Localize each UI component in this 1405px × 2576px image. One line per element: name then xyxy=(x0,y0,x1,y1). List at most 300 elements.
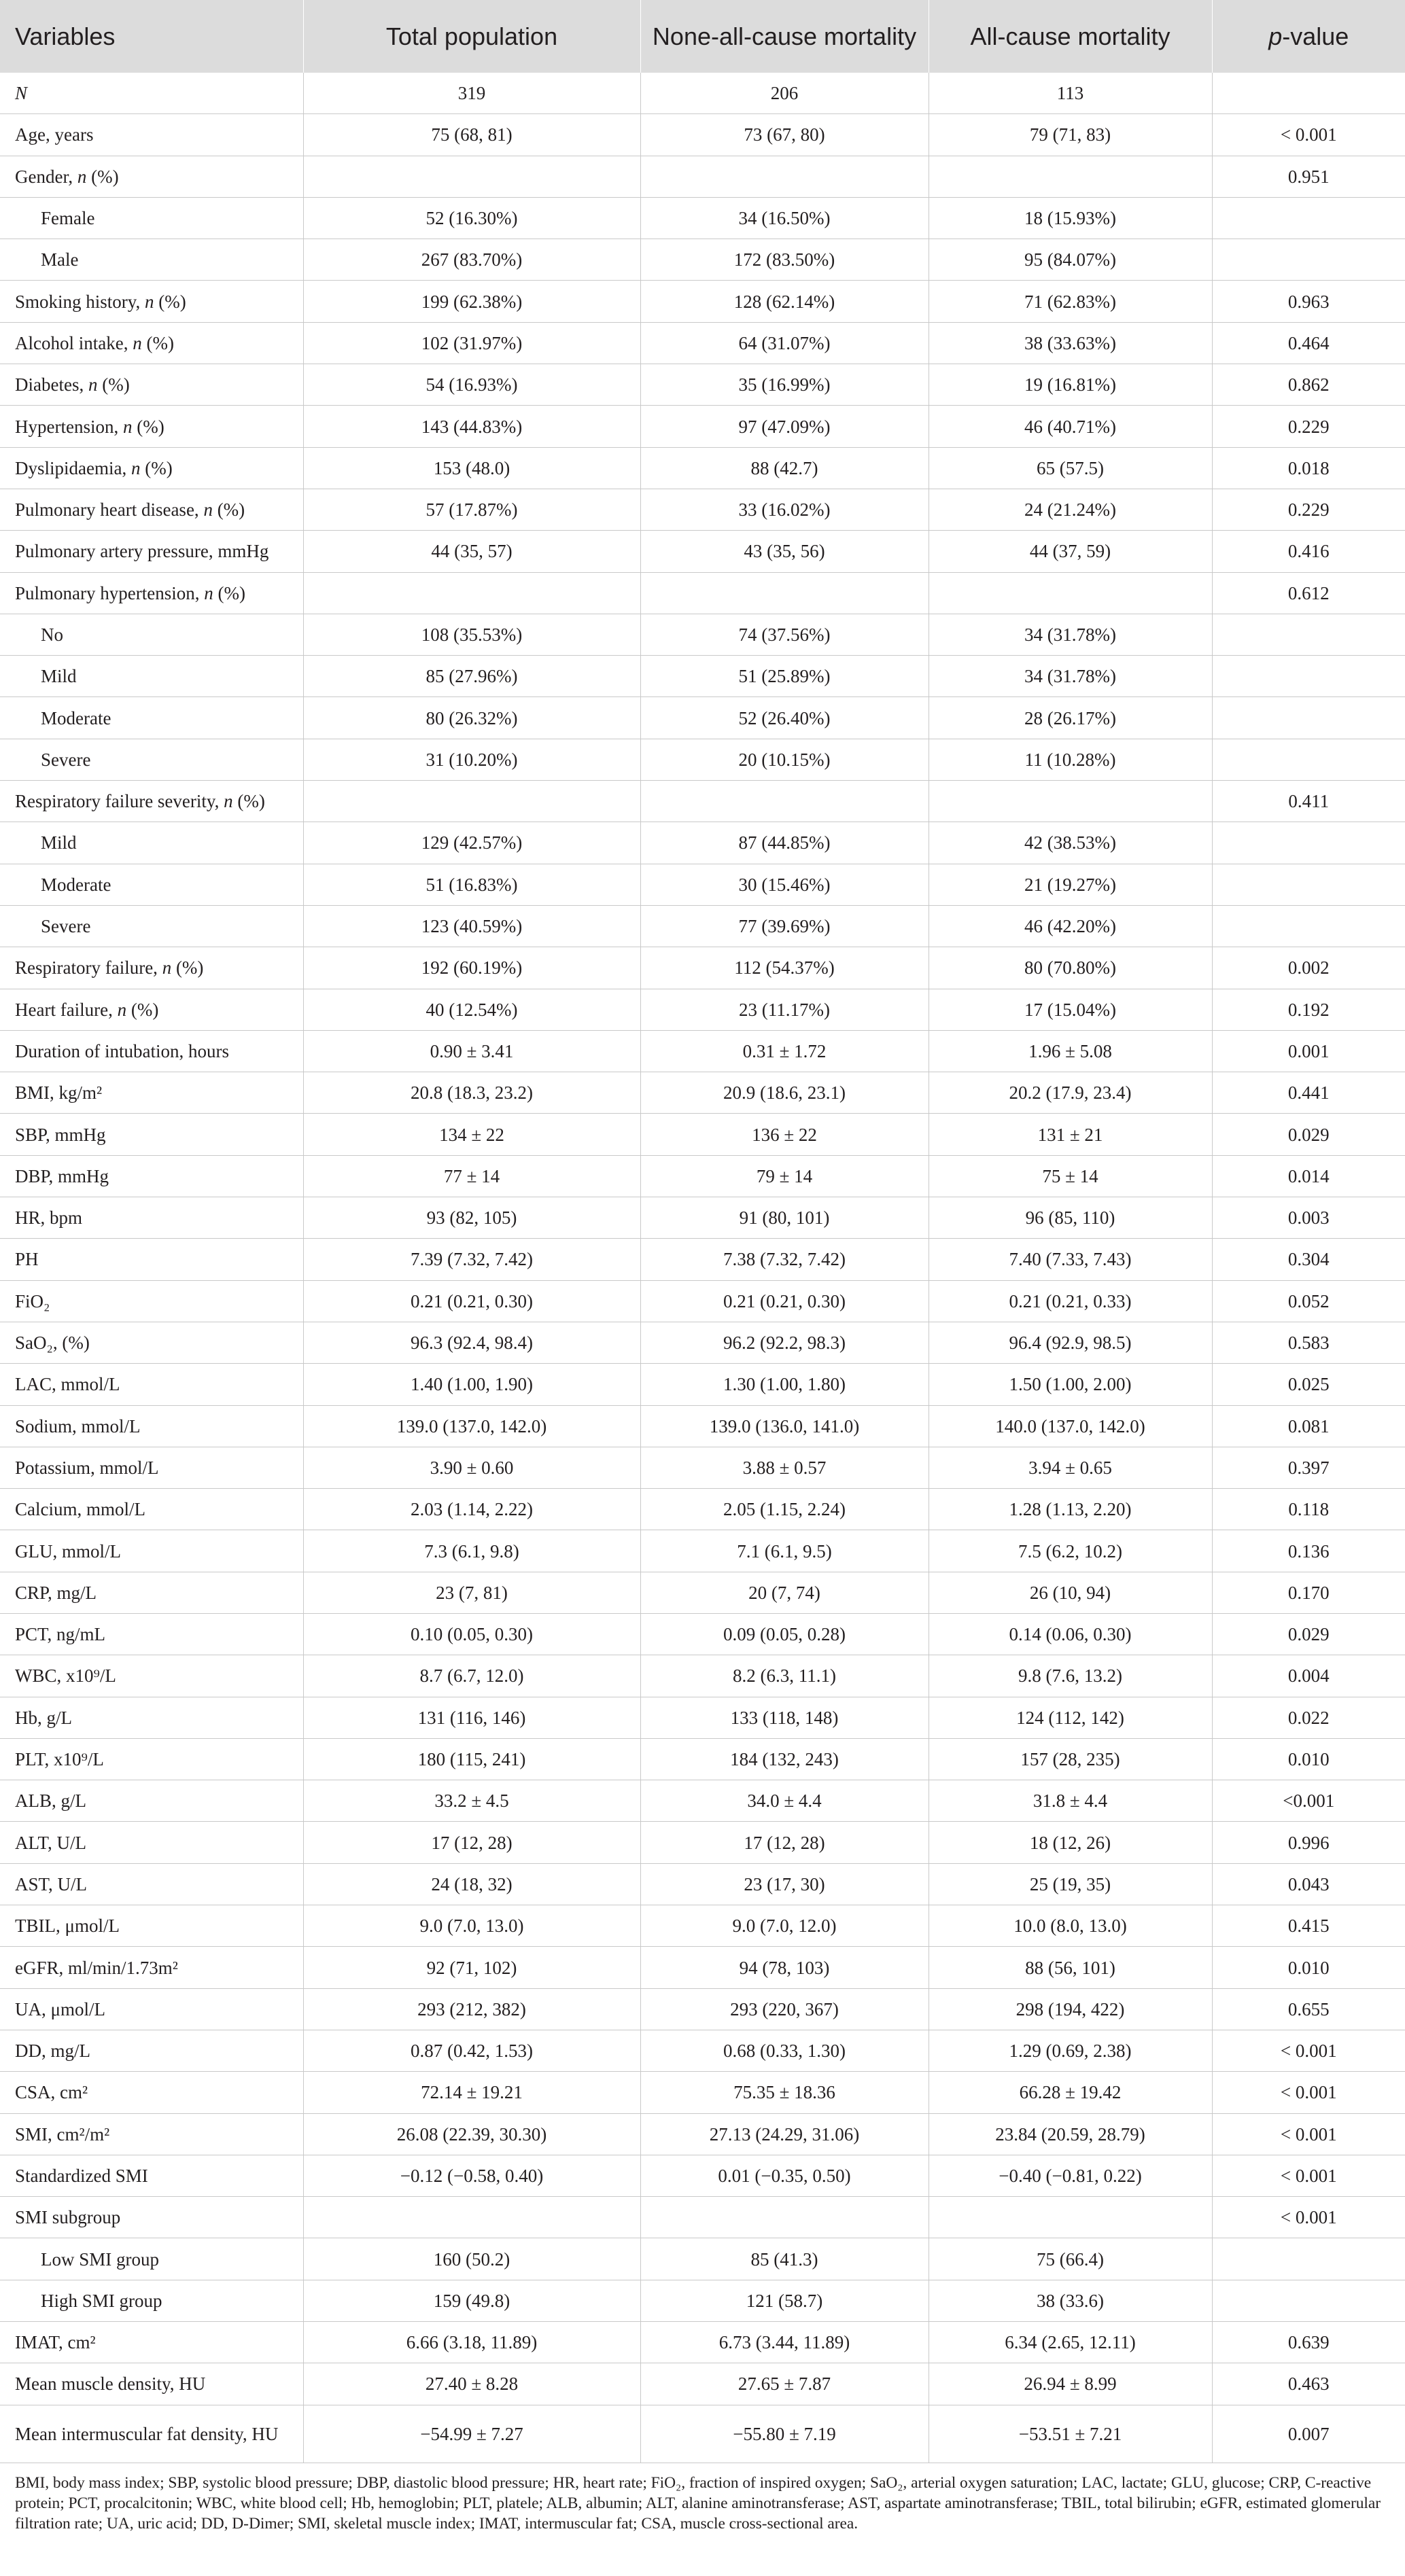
cell-variable: TBIL, μmol/L xyxy=(0,1905,303,1947)
header-row xyxy=(0,0,1405,73)
cell-total-population xyxy=(303,572,640,614)
cell-none-all-cause-mortality: −55.80 ± 7.19 xyxy=(640,2405,929,2463)
cell-total-population: 134 ± 22 xyxy=(303,1114,640,1155)
cell-all-cause-mortality: 66.28 ± 19.42 xyxy=(929,2072,1212,2113)
table-row xyxy=(0,1030,1405,1072)
cell-p-value: 0.025 xyxy=(1212,1364,1405,1405)
table-body xyxy=(0,73,1405,2463)
cell-none-all-cause-mortality: 97 (47.09%) xyxy=(640,406,929,447)
table-row xyxy=(0,1530,1405,1572)
table-row xyxy=(0,2197,1405,2238)
cell-variable: SaO₂, (%) xyxy=(0,1322,303,1363)
cell-p-value: 0.951 xyxy=(1212,156,1405,197)
table-row xyxy=(0,2155,1405,2196)
cell-p-value: 0.118 xyxy=(1212,1489,1405,1530)
cell-p-value: 0.411 xyxy=(1212,781,1405,822)
cell-none-all-cause-mortality xyxy=(640,572,929,614)
table-row xyxy=(0,2405,1405,2463)
cell-none-all-cause-mortality: 77 (39.69%) xyxy=(640,905,929,947)
cell-variable: Calcium, mmol/L xyxy=(0,1489,303,1530)
cell-all-cause-mortality: 46 (40.71%) xyxy=(929,406,1212,447)
table-row xyxy=(0,114,1405,156)
cell-p-value xyxy=(1212,239,1405,281)
table-row xyxy=(0,614,1405,655)
cell-p-value: <0.001 xyxy=(1212,1780,1405,1822)
cell-all-cause-mortality: 42 (38.53%) xyxy=(929,822,1212,864)
cell-total-population: 123 (40.59%) xyxy=(303,905,640,947)
cell-none-all-cause-mortality: 20 (10.15%) xyxy=(640,739,929,780)
table-row xyxy=(0,739,1405,780)
cell-none-all-cause-mortality: 0.09 (0.05, 0.28) xyxy=(640,1613,929,1655)
cell-p-value: 0.996 xyxy=(1212,1822,1405,1863)
cell-all-cause-mortality: 34 (31.78%) xyxy=(929,614,1212,655)
cell-none-all-cause-mortality: 0.01 (−0.35, 0.50) xyxy=(640,2155,929,2196)
cell-variable: DBP, mmHg xyxy=(0,1155,303,1197)
table-row xyxy=(0,1738,1405,1780)
cell-total-population: 51 (16.83%) xyxy=(303,864,640,905)
cell-all-cause-mortality: 31.8 ± 4.4 xyxy=(929,1780,1212,1822)
cell-total-population: 40 (12.54%) xyxy=(303,989,640,1030)
table-row xyxy=(0,989,1405,1030)
cell-total-population xyxy=(303,2197,640,2238)
cell-p-value: 0.007 xyxy=(1212,2405,1405,2463)
cell-total-population: 80 (26.32%) xyxy=(303,697,640,739)
table-row xyxy=(0,156,1405,197)
cell-p-value: < 0.001 xyxy=(1212,2155,1405,2196)
cell-none-all-cause-mortality: 75.35 ± 18.36 xyxy=(640,2072,929,2113)
cell-total-population: 31 (10.20%) xyxy=(303,739,640,780)
cell-all-cause-mortality: 26.94 ± 8.99 xyxy=(929,2363,1212,2405)
table-row xyxy=(0,1364,1405,1405)
cell-all-cause-mortality: 38 (33.63%) xyxy=(929,322,1212,364)
cell-none-all-cause-mortality: 34.0 ± 4.4 xyxy=(640,1780,929,1822)
table-row xyxy=(0,1405,1405,1447)
cell-total-population: 20.8 (18.3, 23.2) xyxy=(303,1072,640,1114)
cell-all-cause-mortality: 96 (85, 110) xyxy=(929,1197,1212,1239)
table-row xyxy=(0,2030,1405,2071)
cell-p-value xyxy=(1212,864,1405,905)
cell-variable: Moderate xyxy=(0,864,303,905)
cell-p-value: 0.010 xyxy=(1212,1738,1405,1780)
cell-none-all-cause-mortality: 0.68 (0.33, 1.30) xyxy=(640,2030,929,2071)
header-variables: Variables xyxy=(0,0,303,73)
cell-total-population: 153 (48.0) xyxy=(303,447,640,489)
cell-total-population: 108 (35.53%) xyxy=(303,614,640,655)
cell-total-population xyxy=(303,156,640,197)
header-none-all-cause-mortality: None-all-cause mortality xyxy=(640,0,929,73)
cell-variable: Pulmonary hypertension, n (%) xyxy=(0,572,303,614)
table-row xyxy=(0,531,1405,572)
cell-p-value: 0.002 xyxy=(1212,947,1405,989)
cell-variable: Hypertension, n (%) xyxy=(0,406,303,447)
cell-none-all-cause-mortality: 34 (16.50%) xyxy=(640,197,929,239)
cell-none-all-cause-mortality: 33 (16.02%) xyxy=(640,489,929,530)
cell-p-value: 0.014 xyxy=(1212,1155,1405,1197)
cell-all-cause-mortality: 96.4 (92.9, 98.5) xyxy=(929,1322,1212,1363)
header-p-value: p-value xyxy=(1212,0,1405,73)
cell-variable: Potassium, mmol/L xyxy=(0,1447,303,1488)
cell-variable: IMAT, cm² xyxy=(0,2322,303,2363)
cell-all-cause-mortality: 19 (16.81%) xyxy=(929,364,1212,406)
cell-none-all-cause-mortality xyxy=(640,2197,929,2238)
cell-variable: CRP, mg/L xyxy=(0,1572,303,1613)
cell-total-population: 3.90 ± 0.60 xyxy=(303,1447,640,1488)
cell-total-population: 6.66 (3.18, 11.89) xyxy=(303,2322,640,2363)
cell-total-population: 26.08 (22.39, 30.30) xyxy=(303,2113,640,2155)
cell-p-value xyxy=(1212,739,1405,780)
cell-variable: ALT, U/L xyxy=(0,1822,303,1863)
cell-total-population: 0.10 (0.05, 0.30) xyxy=(303,1613,640,1655)
table-row xyxy=(0,572,1405,614)
cell-variable: Alcohol intake, n (%) xyxy=(0,322,303,364)
cell-all-cause-mortality: 1.28 (1.13, 2.20) xyxy=(929,1489,1212,1530)
table-row xyxy=(0,1613,1405,1655)
cell-variable: Sodium, mmol/L xyxy=(0,1405,303,1447)
cell-total-population: 0.87 (0.42, 1.53) xyxy=(303,2030,640,2071)
cell-none-all-cause-mortality: 0.31 ± 1.72 xyxy=(640,1030,929,1072)
cell-all-cause-mortality: 79 (71, 83) xyxy=(929,114,1212,156)
cell-all-cause-mortality: 9.8 (7.6, 13.2) xyxy=(929,1655,1212,1697)
cell-variable: eGFR, ml/min/1.73m² xyxy=(0,1947,303,1988)
table-row xyxy=(0,697,1405,739)
cell-p-value: 0.639 xyxy=(1212,2322,1405,2363)
cell-p-value: 0.022 xyxy=(1212,1697,1405,1738)
cell-p-value: 0.018 xyxy=(1212,447,1405,489)
cell-total-population: 44 (35, 57) xyxy=(303,531,640,572)
table-row xyxy=(0,1655,1405,1697)
cell-p-value: 0.229 xyxy=(1212,489,1405,530)
cell-all-cause-mortality: 80 (70.80%) xyxy=(929,947,1212,989)
cell-none-all-cause-mortality: 91 (80, 101) xyxy=(640,1197,929,1239)
cell-all-cause-mortality: 21 (19.27%) xyxy=(929,864,1212,905)
table-row xyxy=(0,1863,1405,1905)
cell-none-all-cause-mortality: 73 (67, 80) xyxy=(640,114,929,156)
cell-p-value: 0.170 xyxy=(1212,1572,1405,1613)
cell-all-cause-mortality: 20.2 (17.9, 23.4) xyxy=(929,1072,1212,1114)
cell-variable: Age, years xyxy=(0,114,303,156)
cell-all-cause-mortality: 65 (57.5) xyxy=(929,447,1212,489)
cell-p-value: 0.583 xyxy=(1212,1322,1405,1363)
cell-p-value: 0.052 xyxy=(1212,1280,1405,1322)
table-row xyxy=(0,1322,1405,1363)
cell-all-cause-mortality: 124 (112, 142) xyxy=(929,1697,1212,1738)
cell-all-cause-mortality: −53.51 ± 7.21 xyxy=(929,2405,1212,2463)
cell-none-all-cause-mortality: 87 (44.85%) xyxy=(640,822,929,864)
cell-none-all-cause-mortality: 112 (54.37%) xyxy=(640,947,929,989)
cell-all-cause-mortality xyxy=(929,781,1212,822)
cell-total-population: 8.7 (6.7, 12.0) xyxy=(303,1655,640,1697)
cell-variable: N xyxy=(0,73,303,114)
table-row xyxy=(0,1072,1405,1114)
cell-variable: Gender, n (%) xyxy=(0,156,303,197)
table-row xyxy=(0,489,1405,530)
cell-p-value: 0.304 xyxy=(1212,1239,1405,1280)
table-row xyxy=(0,2322,1405,2363)
table-row xyxy=(0,2280,1405,2321)
cell-p-value: 0.001 xyxy=(1212,1030,1405,1072)
header-total-population: Total population xyxy=(303,0,640,73)
table-row xyxy=(0,1780,1405,1822)
cell-variable: Severe xyxy=(0,905,303,947)
cell-all-cause-mortality: 11 (10.28%) xyxy=(929,739,1212,780)
cell-variable: Mild xyxy=(0,656,303,697)
table-row xyxy=(0,2238,1405,2280)
cell-all-cause-mortality: 18 (12, 26) xyxy=(929,1822,1212,1863)
cell-total-population: 93 (82, 105) xyxy=(303,1197,640,1239)
cell-variable: ALB, g/L xyxy=(0,1780,303,1822)
cell-variable: GLU, mmol/L xyxy=(0,1530,303,1572)
cell-none-all-cause-mortality: 79 ± 14 xyxy=(640,1155,929,1197)
header-all-cause-mortality: All-cause mortality xyxy=(929,0,1212,73)
cell-none-all-cause-mortality: 7.1 (6.1, 9.5) xyxy=(640,1530,929,1572)
cell-none-all-cause-mortality: 27.13 (24.29, 31.06) xyxy=(640,2113,929,2155)
cell-none-all-cause-mortality: 184 (132, 243) xyxy=(640,1738,929,1780)
cell-all-cause-mortality: 1.96 ± 5.08 xyxy=(929,1030,1212,1072)
cell-p-value: 0.862 xyxy=(1212,364,1405,406)
table-row xyxy=(0,864,1405,905)
cell-all-cause-mortality: 23.84 (20.59, 28.79) xyxy=(929,2113,1212,2155)
cell-p-value: < 0.001 xyxy=(1212,114,1405,156)
cell-none-all-cause-mortality: 85 (41.3) xyxy=(640,2238,929,2280)
cell-p-value: 0.441 xyxy=(1212,1072,1405,1114)
cell-p-value: 0.415 xyxy=(1212,1905,1405,1947)
cell-variable: Respiratory failure severity, n (%) xyxy=(0,781,303,822)
cell-none-all-cause-mortality: 0.21 (0.21, 0.30) xyxy=(640,1280,929,1322)
cell-all-cause-mortality: 75 (66.4) xyxy=(929,2238,1212,2280)
cell-variable: Heart failure, n (%) xyxy=(0,989,303,1030)
cell-variable: High SMI group xyxy=(0,2280,303,2321)
cell-variable: Pulmonary heart disease, n (%) xyxy=(0,489,303,530)
cell-none-all-cause-mortality: 121 (58.7) xyxy=(640,2280,929,2321)
cell-total-population: 24 (18, 32) xyxy=(303,1863,640,1905)
cell-none-all-cause-mortality: 27.65 ± 7.87 xyxy=(640,2363,929,2405)
cell-none-all-cause-mortality: 20.9 (18.6, 23.1) xyxy=(640,1072,929,1114)
cell-none-all-cause-mortality: 293 (220, 367) xyxy=(640,1988,929,2030)
table-row xyxy=(0,406,1405,447)
cell-p-value: < 0.001 xyxy=(1212,2072,1405,2113)
cell-all-cause-mortality: 25 (19, 35) xyxy=(929,1863,1212,1905)
cell-all-cause-mortality: 0.14 (0.06, 0.30) xyxy=(929,1613,1212,1655)
cell-variable: SBP, mmHg xyxy=(0,1114,303,1155)
cell-none-all-cause-mortality: 9.0 (7.0, 12.0) xyxy=(640,1905,929,1947)
cell-variable: SMI subgroup xyxy=(0,2197,303,2238)
table-row xyxy=(0,1239,1405,1280)
cell-variable: Dyslipidaemia, n (%) xyxy=(0,447,303,489)
cell-variable: Mild xyxy=(0,822,303,864)
table-row xyxy=(0,2113,1405,2155)
cell-p-value: 0.963 xyxy=(1212,281,1405,322)
cell-variable: BMI, kg/m² xyxy=(0,1072,303,1114)
table-row xyxy=(0,1280,1405,1322)
cell-total-population: −0.12 (−0.58, 0.40) xyxy=(303,2155,640,2196)
cell-none-all-cause-mortality: 35 (16.99%) xyxy=(640,364,929,406)
cell-total-population: 92 (71, 102) xyxy=(303,1947,640,1988)
cell-none-all-cause-mortality: 206 xyxy=(640,73,929,114)
cell-variable: AST, U/L xyxy=(0,1863,303,1905)
cell-variable: Severe xyxy=(0,739,303,780)
cell-all-cause-mortality: 34 (31.78%) xyxy=(929,656,1212,697)
cell-all-cause-mortality: 7.40 (7.33, 7.43) xyxy=(929,1239,1212,1280)
cell-total-population: 293 (212, 382) xyxy=(303,1988,640,2030)
cell-variable: No xyxy=(0,614,303,655)
table-row xyxy=(0,947,1405,989)
cell-all-cause-mortality: 75 ± 14 xyxy=(929,1155,1212,1197)
cell-total-population: 23 (7, 81) xyxy=(303,1572,640,1613)
cell-total-population: 17 (12, 28) xyxy=(303,1822,640,1863)
table-row xyxy=(0,239,1405,281)
cell-all-cause-mortality: 298 (194, 422) xyxy=(929,1988,1212,2030)
cell-p-value xyxy=(1212,656,1405,697)
cell-none-all-cause-mortality: 136 ± 22 xyxy=(640,1114,929,1155)
cell-none-all-cause-mortality: 128 (62.14%) xyxy=(640,281,929,322)
cell-p-value: 0.229 xyxy=(1212,406,1405,447)
table-row xyxy=(0,322,1405,364)
table-row xyxy=(0,364,1405,406)
cell-all-cause-mortality: 38 (33.6) xyxy=(929,2280,1212,2321)
cell-p-value xyxy=(1212,614,1405,655)
cell-total-population: 180 (115, 241) xyxy=(303,1738,640,1780)
cell-total-population: 102 (31.97%) xyxy=(303,322,640,364)
table-row xyxy=(0,197,1405,239)
cell-all-cause-mortality: 24 (21.24%) xyxy=(929,489,1212,530)
cell-total-population: 267 (83.70%) xyxy=(303,239,640,281)
cell-none-all-cause-mortality: 23 (17, 30) xyxy=(640,1863,929,1905)
cell-all-cause-mortality: 157 (28, 235) xyxy=(929,1738,1212,1780)
cell-all-cause-mortality xyxy=(929,572,1212,614)
cell-total-population: 27.40 ± 8.28 xyxy=(303,2363,640,2405)
cell-none-all-cause-mortality: 23 (11.17%) xyxy=(640,989,929,1030)
cell-none-all-cause-mortality: 74 (37.56%) xyxy=(640,614,929,655)
cell-p-value: 0.136 xyxy=(1212,1530,1405,1572)
table-row xyxy=(0,73,1405,114)
cell-variable: Moderate xyxy=(0,697,303,739)
cell-none-all-cause-mortality: 51 (25.89%) xyxy=(640,656,929,697)
table-row xyxy=(0,1155,1405,1197)
cell-total-population: 52 (16.30%) xyxy=(303,197,640,239)
cell-total-population: 33.2 ± 4.5 xyxy=(303,1780,640,1822)
table-row xyxy=(0,447,1405,489)
cell-p-value: 0.416 xyxy=(1212,531,1405,572)
cell-none-all-cause-mortality: 172 (83.50%) xyxy=(640,239,929,281)
cell-all-cause-mortality: 6.34 (2.65, 12.11) xyxy=(929,2322,1212,2363)
cell-variable: UA, μmol/L xyxy=(0,1988,303,2030)
cell-total-population: −54.99 ± 7.27 xyxy=(303,2405,640,2463)
cell-all-cause-mortality: 26 (10, 94) xyxy=(929,1572,1212,1613)
table-row xyxy=(0,1822,1405,1863)
table-row xyxy=(0,781,1405,822)
cell-total-population: 1.40 (1.00, 1.90) xyxy=(303,1364,640,1405)
table-row xyxy=(0,656,1405,697)
cell-p-value: 0.464 xyxy=(1212,322,1405,364)
cell-total-population xyxy=(303,781,640,822)
cell-variable: SMI, cm²/m² xyxy=(0,2113,303,2155)
cell-variable: PCT, ng/mL xyxy=(0,1613,303,1655)
cell-variable: Hb, g/L xyxy=(0,1697,303,1738)
cell-variable: Male xyxy=(0,239,303,281)
cell-none-all-cause-mortality: 2.05 (1.15, 2.24) xyxy=(640,1489,929,1530)
cell-variable: PLT, x10⁹/L xyxy=(0,1738,303,1780)
table-row xyxy=(0,1905,1405,1947)
cell-total-population: 9.0 (7.0, 13.0) xyxy=(303,1905,640,1947)
cell-total-population: 199 (62.38%) xyxy=(303,281,640,322)
cell-p-value xyxy=(1212,697,1405,739)
cell-variable: LAC, mmol/L xyxy=(0,1364,303,1405)
cell-none-all-cause-mortality: 20 (7, 74) xyxy=(640,1572,929,1613)
table-footnote: BMI, body mass index; SBP, systolic blood pressure; DBP, diastolic blood pressure; HR, heart rate; FiO₂, fraction of inspired oxygen; SaO₂, arterial oxygen saturation; LAC, lactate; GLU, glucose; CRP, C-reactive protein; PCT, procalcitonin; WBC, white blood cell; Hb, hemoglobin; PLT, platele; ALB, albumin; ALT, alanine aminotransferase; AST, aspartate aminotransferase; TBIL, total bilirubin; eGFR, estimated glomerular filtration rate; UA, uric acid; DD, D-Dimer; SMI, skeletal muscle index; IMAT, intermuscular fat; CSA, muscle cross-sectional area. xyxy=(15,2473,1381,2533)
cell-none-all-cause-mortality: 96.2 (92.2, 98.3) xyxy=(640,1322,929,1363)
cell-p-value: 0.655 xyxy=(1212,1988,1405,2030)
cell-all-cause-mortality: 88 (56, 101) xyxy=(929,1947,1212,1988)
cell-total-population: 57 (17.87%) xyxy=(303,489,640,530)
cell-total-population: 2.03 (1.14, 2.22) xyxy=(303,1489,640,1530)
cell-variable: Standardized SMI xyxy=(0,2155,303,2196)
cell-variable: PH xyxy=(0,1239,303,1280)
cell-variable: DD, mg/L xyxy=(0,2030,303,2071)
cell-total-population: 72.14 ± 19.21 xyxy=(303,2072,640,2113)
cell-none-all-cause-mortality xyxy=(640,156,929,197)
cell-p-value xyxy=(1212,2280,1405,2321)
table-row xyxy=(0,1197,1405,1239)
cell-p-value xyxy=(1212,822,1405,864)
table-row xyxy=(0,281,1405,322)
cell-all-cause-mortality: 131 ± 21 xyxy=(929,1114,1212,1155)
cell-total-population: 319 xyxy=(303,73,640,114)
cell-p-value: 0.192 xyxy=(1212,989,1405,1030)
cell-all-cause-mortality: 17 (15.04%) xyxy=(929,989,1212,1030)
cell-variable: Respiratory failure, n (%) xyxy=(0,947,303,989)
table-row xyxy=(0,1947,1405,1988)
cell-p-value: 0.010 xyxy=(1212,1947,1405,1988)
cell-none-all-cause-mortality: 7.38 (7.32, 7.42) xyxy=(640,1239,929,1280)
table-row xyxy=(0,1697,1405,1738)
cell-variable: CSA, cm² xyxy=(0,2072,303,2113)
cell-none-all-cause-mortality: 17 (12, 28) xyxy=(640,1822,929,1863)
cell-none-all-cause-mortality: 6.73 (3.44, 11.89) xyxy=(640,2322,929,2363)
cell-p-value: 0.043 xyxy=(1212,1863,1405,1905)
cell-none-all-cause-mortality: 52 (26.40%) xyxy=(640,697,929,739)
cell-p-value: < 0.001 xyxy=(1212,2197,1405,2238)
table-row xyxy=(0,1114,1405,1155)
cell-p-value: 0.081 xyxy=(1212,1405,1405,1447)
table-row xyxy=(0,822,1405,864)
cell-total-population: 139.0 (137.0, 142.0) xyxy=(303,1405,640,1447)
cell-none-all-cause-mortality: 3.88 ± 0.57 xyxy=(640,1447,929,1488)
cell-p-value xyxy=(1212,905,1405,947)
cell-variable: Pulmonary artery pressure, mmHg xyxy=(0,531,303,572)
cell-p-value: 0.463 xyxy=(1212,2363,1405,2405)
cell-all-cause-mortality: 28 (26.17%) xyxy=(929,697,1212,739)
cell-none-all-cause-mortality xyxy=(640,781,929,822)
cell-total-population: 0.90 ± 3.41 xyxy=(303,1030,640,1072)
cell-variable: HR, bpm xyxy=(0,1197,303,1239)
cell-p-value: 0.029 xyxy=(1212,1613,1405,1655)
cell-p-value: 0.029 xyxy=(1212,1114,1405,1155)
table-row xyxy=(0,905,1405,947)
cell-total-population: 96.3 (92.4, 98.4) xyxy=(303,1322,640,1363)
cell-variable: WBC, x10⁹/L xyxy=(0,1655,303,1697)
cell-variable: Low SMI group xyxy=(0,2238,303,2280)
cell-p-value: < 0.001 xyxy=(1212,2030,1405,2071)
cell-all-cause-mortality: 113 xyxy=(929,73,1212,114)
cell-none-all-cause-mortality: 1.30 (1.00, 1.80) xyxy=(640,1364,929,1405)
cell-none-all-cause-mortality: 94 (78, 103) xyxy=(640,1947,929,1988)
cell-p-value xyxy=(1212,197,1405,239)
cell-p-value: 0.397 xyxy=(1212,1447,1405,1488)
cell-p-value: 0.612 xyxy=(1212,572,1405,614)
cell-all-cause-mortality: 10.0 (8.0, 13.0) xyxy=(929,1905,1212,1947)
cell-variable: FiO₂ xyxy=(0,1280,303,1322)
cell-none-all-cause-mortality: 133 (118, 148) xyxy=(640,1697,929,1738)
